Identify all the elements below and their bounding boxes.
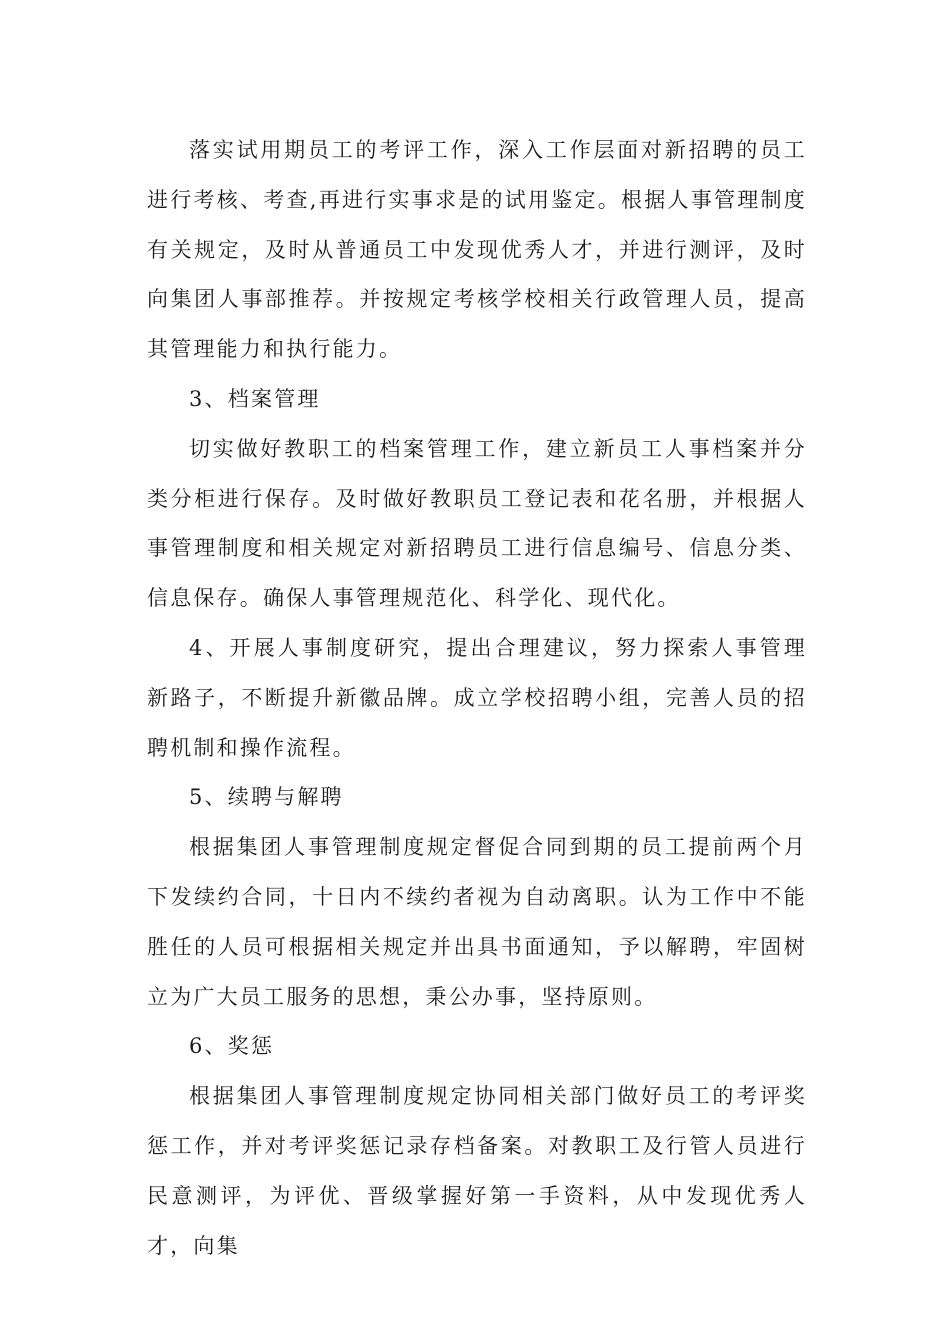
paragraph-renewal-dismissal: 根据集团人事管理制度规定督促合同到期的员工提前两个月下发续约合同，十日内不续约者视为自动离职。认为工作中不能胜任的人员可根据相关规定并出具书面通知，予以解聘，牢固树立为广大员工服务的思想，秉公办事，坚持原则。 [147, 835, 807, 1009]
section-heading-renewal-dismissal: 5、续聘与解聘 [189, 785, 344, 810]
section-heading-archive-management: 3、档案管理 [189, 386, 321, 411]
paragraph-personnel-system-research: 4、开展人事制度研究，提出合理建议，努力探索人事管理新路子，不断提升新徽品牌。成立学校招聘小组，完善人员的招聘机制和操作流程。 [147, 635, 807, 760]
paragraph-archive-management: 切实做好教职工的档案管理工作，建立新员工人事档案并分类分柜进行保存。及时做好教职员工登记表和花名册，并根据人事管理制度和相关规定对新招聘员工进行信息编号、信息分类、信息保存。确保人事管理规范化、科学化、现代化。 [147, 436, 807, 611]
paragraph-rewards-penalties: 根据集团人事管理制度规定协同相关部门做好员工的考评奖惩工作，并对考评奖惩记录存档备案。对教职工及行管人员进行民意测评，为评优、晋级掌握好第一手资料，从中发现优秀人才，向集 [147, 1084, 807, 1258]
document-body [147, 126, 807, 1271]
section-heading-rewards-penalties: 6、奖惩 [189, 1034, 275, 1059]
paragraph-probation-evaluation: 落实试用期员工的考评工作，深入工作层面对新招聘的员工进行考核、考查,再进行实事求是的试用鉴定。根据人事管理制度有关规定，及时从普通员工中发现优秀人才，并进行测评，及时向集团人事部推荐。并按规定考核学校相关行政管理人员，提高其管理能力和执行能力。 [147, 138, 807, 362]
